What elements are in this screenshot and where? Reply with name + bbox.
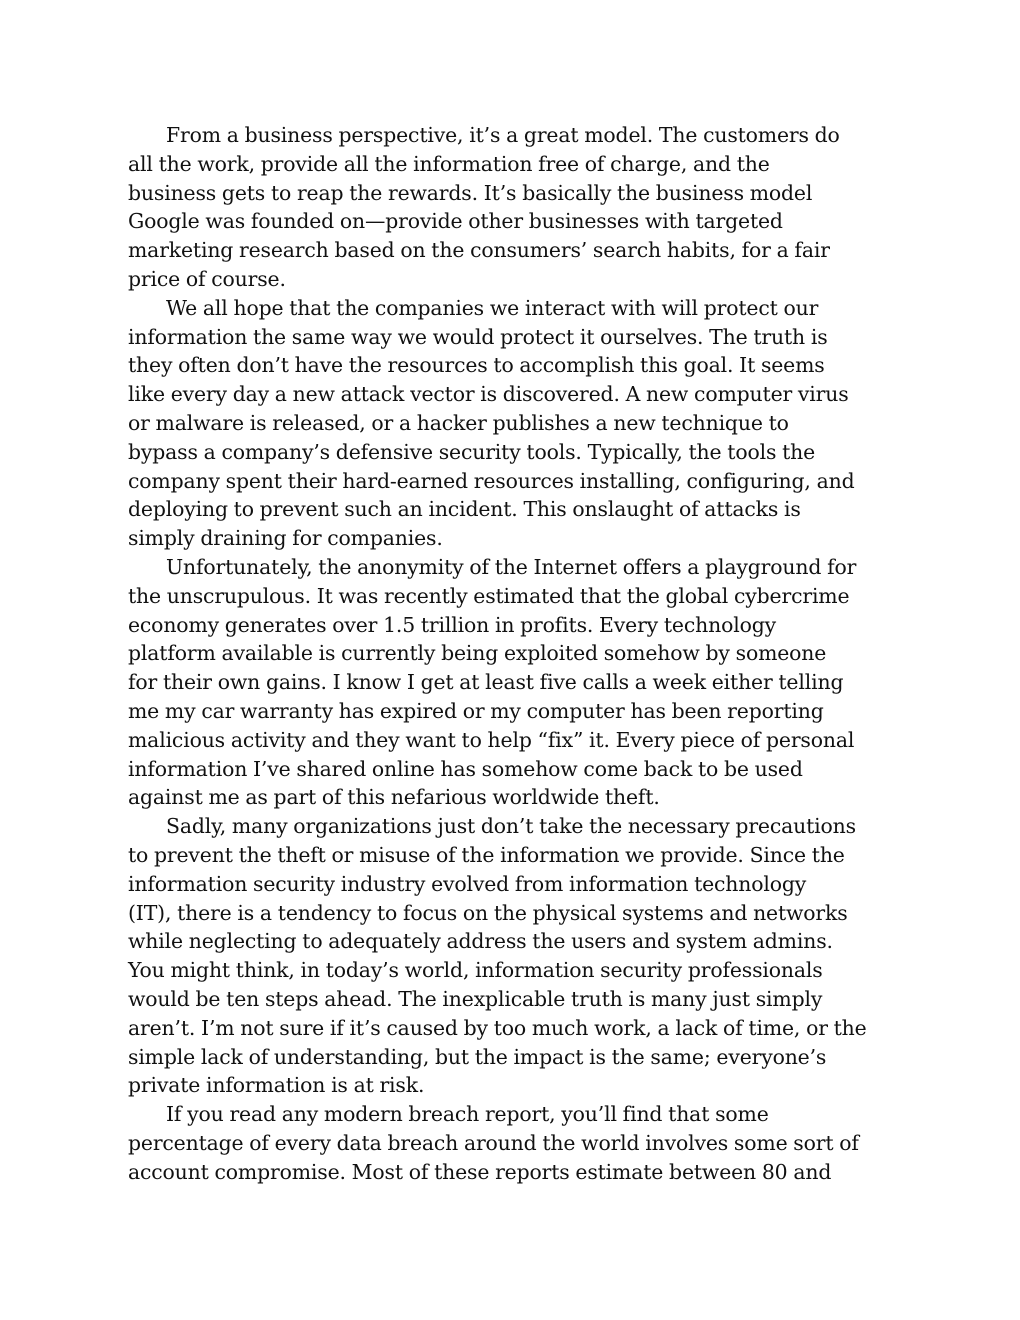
text-line: economy generates over 1.5 trillion in profits. Every technology bbox=[128, 612, 776, 637]
text-line: the unscrupulous. It was recently estimated that the global cybercrime bbox=[128, 583, 850, 608]
text-line: percentage of every data breach around the world involves some sort of bbox=[128, 1130, 859, 1155]
text-line: aren’t. I’m not sure if it’s caused by too much work, a lack of time, or the bbox=[128, 1015, 867, 1040]
text-line: all the work, provide all the information free of charge, and the bbox=[128, 151, 770, 176]
text-line: would be ten steps ahead. The inexplicable truth is many just simply bbox=[128, 986, 823, 1011]
text-line: me my car warranty has expired or my computer has been reporting bbox=[128, 698, 824, 723]
text-line: From a business perspective, it’s a great model. The customers do bbox=[166, 123, 840, 147]
paragraph-5 bbox=[128, 1100, 898, 1186]
text-line: while neglecting to adequately address the users and system admins. bbox=[128, 929, 833, 954]
text-line: Sadly, many organizations just don’t take the necessary precautions bbox=[166, 814, 856, 839]
paragraph-1 bbox=[128, 121, 898, 294]
text-line: bypass a company’s defensive security tools. Typically, the tools the bbox=[128, 439, 816, 464]
text-line: they often don’t have the resources to accomplish this goal. It seems bbox=[128, 353, 825, 378]
text-line: or malware is released, or a hacker publishes a new technique to bbox=[128, 410, 789, 435]
body-text bbox=[128, 121, 898, 1186]
text-line: marketing research based on the consumers’ search habits, for a fair bbox=[128, 238, 830, 263]
text-line: simple lack of understanding, but the impact is the same; everyone’s bbox=[128, 1044, 827, 1069]
text-line: to prevent the theft or misuse of the information we provide. Since the bbox=[128, 842, 845, 867]
text-line: You might think, in today’s world, information security professionals bbox=[128, 958, 823, 983]
text-line: Unfortunately, the anonymity of the Internet offers a playground for bbox=[166, 554, 857, 579]
paragraph-3 bbox=[128, 553, 898, 812]
text-line: against me as part of this nefarious worldwide theft. bbox=[128, 785, 660, 810]
paragraph-2 bbox=[128, 294, 898, 553]
text-line: If you read any modern breach report, you’ll find that some bbox=[166, 1102, 769, 1127]
text-line: simply draining for companies. bbox=[128, 526, 443, 551]
text-line: business gets to reap the rewards. It’s basically the business model bbox=[128, 180, 813, 205]
text-line: company spent their hard-earned resources installing, configuring, and bbox=[128, 468, 855, 493]
text-line: information security industry evolved from information technology bbox=[128, 871, 807, 896]
text-line: private information is at risk. bbox=[128, 1073, 425, 1098]
text-line: for their own gains. I know I get at least five calls a week either telling bbox=[128, 670, 844, 695]
text-line: We all hope that the companies we interact with will protect our bbox=[166, 295, 819, 320]
text-line: deploying to prevent such an incident. This onslaught of attacks is bbox=[128, 497, 801, 522]
text-line: Google was founded on—provide other businesses with targeted bbox=[128, 209, 783, 234]
text-line: account compromise. Most of these reports estimate between 80 and bbox=[128, 1159, 832, 1184]
text-line: price of course. bbox=[128, 266, 286, 291]
text-line: information the same way we would protect it ourselves. The truth is bbox=[128, 324, 828, 349]
text-line: information I’ve shared online has somehow come back to be used bbox=[128, 756, 803, 781]
paragraph-4 bbox=[128, 812, 898, 1100]
text-line: like every day a new attack vector is discovered. A new computer virus bbox=[128, 382, 849, 407]
text-line: malicious activity and they want to help “fix” it. Every piece of personal bbox=[128, 727, 855, 752]
text-line: (IT), there is a tendency to focus on the physical systems and networks bbox=[128, 900, 848, 925]
text-line: platform available is currently being exploited somehow by someone bbox=[128, 641, 827, 666]
